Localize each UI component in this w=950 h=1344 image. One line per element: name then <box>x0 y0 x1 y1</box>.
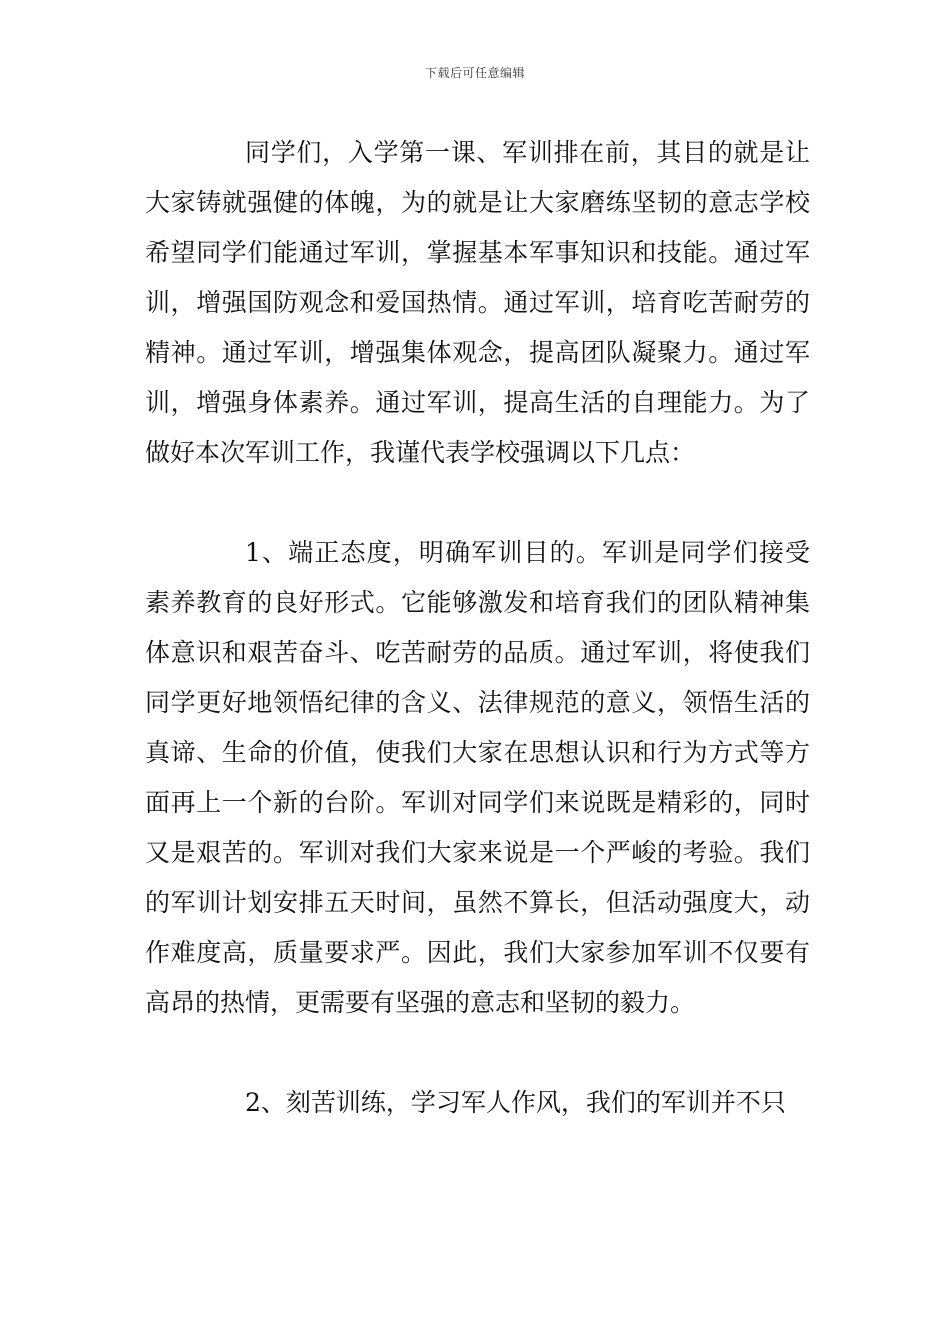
download-note: 下载后可任意编辑 <box>424 66 525 80</box>
document-body <box>145 128 810 1128</box>
paragraph-point-1: 1、端正态度，明确军训目的。军训是同学们接受素养教育的良好形式。它能够激发和培育我们的团队精神集体意识和艰苦奋斗、吃苦耐劳的品质。通过军训，将使我们同学更好地领悟纪律的含义、法律规范的意义，领悟生活的真谛、生命的价值，使我们大家在思想认识和行为方式等方面再上一个新的台阶。军训对同学们来说既是精彩的，同时又是艰苦的。军训对我们大家来说是一个严峻的考验。我们的军训计划安排五天时间，虽然不算长，但活动强度大，动作难度高，质量要求严。因此，我们大家参加军训不仅要有高昂的热情，更需要有坚强的意志和坚韧的毅力。 <box>145 538 810 1017</box>
paragraph-intro: 同学们，入学第一课、军训排在前，其目的就是让大家铸就强健的体魄，为的就是让大家磨练坚韧的意志学校希望同学们能通过军训，掌握基本军事知识和技能。通过军训，增强国防观念和爱国热情。通过军训，培育吃苦耐劳的精神。通过军训，增强集体观念，提高团队凝聚力。通过军训，增强身体素养。通过军训，提高生活的自理能力。为了做好本次军训工作，我谨代表学校强调以下几点： <box>145 138 810 467</box>
paragraph-point-2: 2、刻苦训练，学习军人作风，我们的军训并不只 <box>245 1088 786 1117</box>
